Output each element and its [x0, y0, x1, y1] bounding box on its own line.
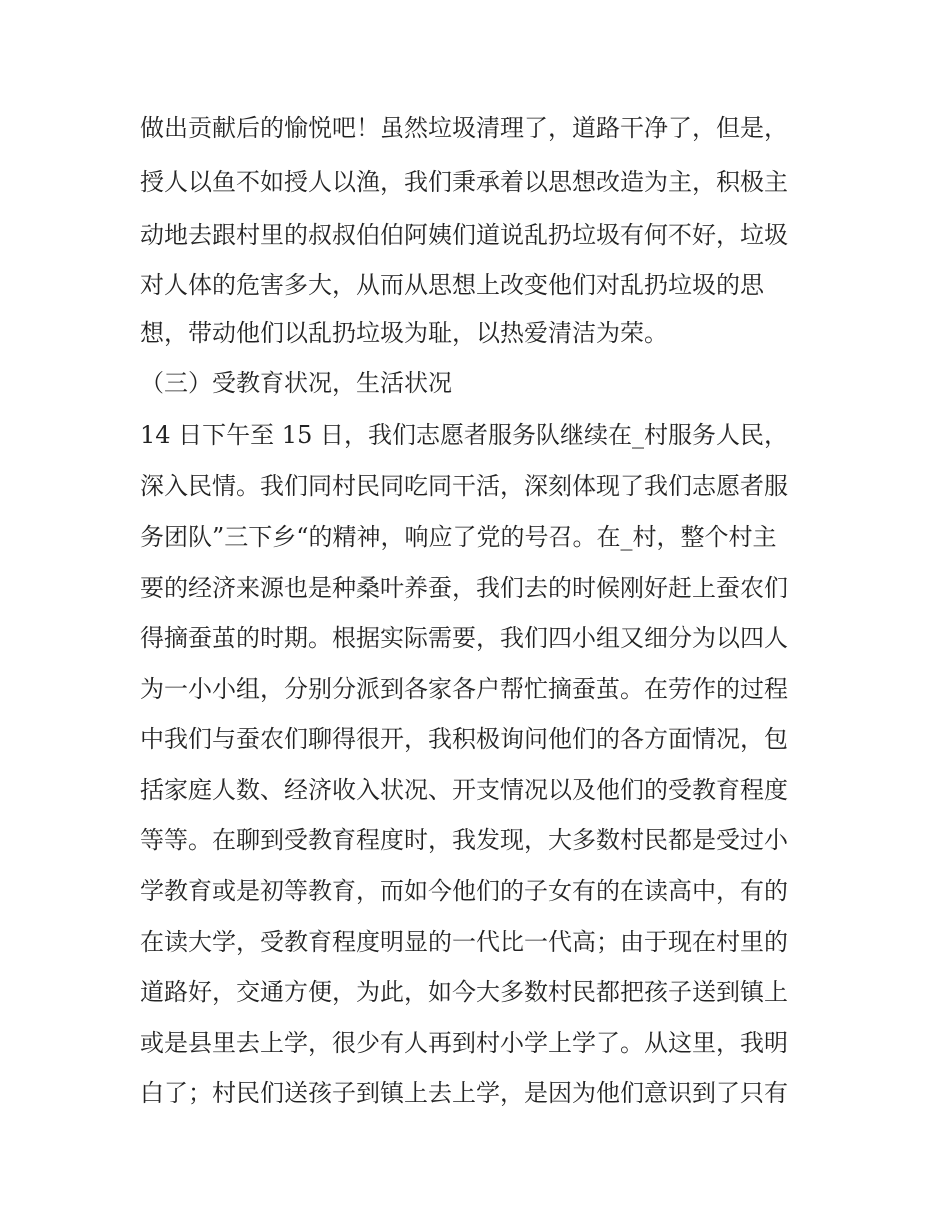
paragraph-2-line-8: 括家庭人数、经济收入状况、开支情况以及他们的受教育程度	[140, 776, 788, 804]
paragraph-2-line-13: 或是县里去上学，很少有人再到村小学上学了。从这里，我明	[140, 1029, 788, 1057]
paragraph-1-line-4: 对人体的危害多大，从而从思想上改变他们对乱扔垃圾的思	[140, 271, 764, 299]
paragraph-2-line-9: 等等。在聊到受教育程度时，我发现，大多数村民都是受过小	[140, 826, 788, 854]
paragraph-2-line-7: 中我们与蚕农们聊得很开，我积极询问他们的各方面情况，包	[140, 725, 788, 753]
paragraph-2-line-1: 14 日下午至 15 日，我们志愿者服务队继续在_村服务人民，	[140, 421, 788, 449]
paragraph-2-line-14: 白了；村民们送孩子到镇上去上学，是因为他们意识到了只有	[140, 1079, 788, 1107]
section-heading: （三）受教育状况，生活状况	[140, 369, 452, 397]
paragraph-2-line-2: 深入民情。我们同村民同吃同干活，深刻体现了我们志愿者服	[140, 472, 788, 500]
paragraph-2-line-10: 学教育或是初等教育，而如今他们的子女有的在读高中，有的	[140, 877, 788, 905]
paragraph-1-line-3: 动地去跟村里的叔叔伯伯阿姨们道说乱扔垃圾有何不好，垃圾	[140, 221, 788, 249]
paragraph-1-line-2: 授人以鱼不如授人以渔，我们秉承着以思想改造为主，积极主	[140, 168, 788, 196]
paragraph-1-line-1: 做出贡献后的愉悦吧！虽然垃圾清理了，道路干净了，但是，	[140, 114, 788, 142]
paragraph-2-line-6: 为一小小组，分别分派到各家各户帮忙摘蚕茧。在劳作的过程	[140, 675, 788, 703]
paragraph-2-line-11: 在读大学，受教育程度明显的一代比一代高；由于现在村里的	[140, 928, 788, 956]
paragraph-2-line-3: 务团队”三下乡“的精神，响应了党的号召。在_村，整个村主	[140, 523, 777, 551]
paragraph-1-line-5: 想，带动他们以乱扔垃圾为耻，以热爱清洁为荣。	[140, 319, 668, 347]
paragraph-2-line-12: 道路好，交通方便，为此，如今大多数村民都把孩子送到镇上	[140, 978, 788, 1006]
paragraph-2-line-5: 得摘蚕茧的时期。根据实际需要，我们四小组又细分为以四人	[140, 624, 788, 652]
paragraph-2-line-4: 要的经济来源也是种桑叶养蚕，我们去的时候刚好赶上蚕农们	[140, 574, 788, 602]
